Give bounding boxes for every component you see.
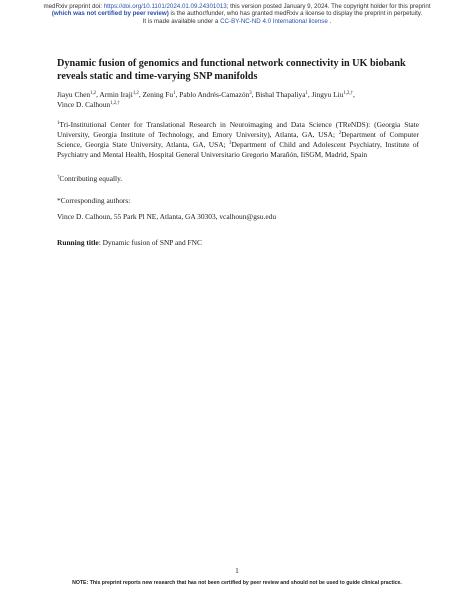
author-list bbox=[57, 90, 419, 110]
author: Jingyu Liu$^{1,2,\dagger}$, bbox=[311, 90, 355, 99]
affiliation-text: Tri-Institutional Center for Translational Research in Neuroimaging and Data Science (TReNDS): (Georgia State University, Georgia Institute of Technology, and Emory University), Atlanta, GA, USA; bbox=[57, 120, 419, 139]
banner-license-suffix: . bbox=[327, 17, 332, 25]
doi-link[interactable]: https://doi.org/10.1101/2024.01.09.24301013 bbox=[103, 3, 227, 10]
footer-note: NOTE: This preprint reports new research that has not been certified by peer review and should not be used to guide clinical practice. bbox=[72, 580, 402, 586]
running-title-text: : Dynamic fusion of SNP and FNC bbox=[98, 238, 202, 247]
corresponding-heading: *Corresponding authors: bbox=[57, 196, 131, 205]
banner-doi-prefix: medRxiv preprint doi: bbox=[43, 3, 104, 10]
banner-line-1 bbox=[0, 3, 474, 10]
author: Pablo Andrés-Camazón$^3$, bbox=[179, 90, 256, 99]
author: Vince D. Calhoun$^{1,2,\dagger}$ bbox=[57, 100, 120, 109]
peer-review-notice: (which was not certified by peer review) bbox=[51, 10, 169, 18]
banner-line-3 bbox=[0, 18, 474, 25]
license-link[interactable]: CC-BY-NC-ND 4.0 International license bbox=[220, 17, 328, 25]
paper-title: Dynamic fusion of genomics and functional network connectivity in UK biobank reveals static and time-varying SNP manifolds bbox=[57, 58, 406, 82]
affiliation-text: Department of Computer Science, Georgia State University, Atlanta, GA, USA; bbox=[57, 130, 420, 149]
running-title bbox=[57, 238, 419, 248]
affiliation-marker: 2 bbox=[338, 131, 342, 136]
affiliations bbox=[57, 120, 419, 160]
affiliation-text: Department of Child and Adolescent Psychiatry, Institute of Psychiatry and Mental Health, Hospital General Universitario Gregorio Marañón, IiSGM, Madrid, Spain bbox=[57, 140, 419, 159]
running-title-label: Running title bbox=[57, 238, 99, 247]
affiliation-marker: 1 bbox=[57, 121, 60, 126]
contribution-note: †Contributing equally. bbox=[57, 174, 123, 183]
affiliation-marker: 3 bbox=[229, 141, 232, 146]
banner-copyright-text: ; this version posted January 9, 2024. The copyright holder for this preprint bbox=[226, 3, 431, 10]
preprint-banner bbox=[0, 3, 474, 25]
banner-line-2 bbox=[0, 10, 474, 17]
author: Zening Fu$^1$, bbox=[142, 90, 180, 99]
banner-license-text: is the author/funder, who has granted medRxiv a license to display the preprint in perpetuity. bbox=[168, 10, 423, 18]
author: Armin Iraji$^{1,2}$, bbox=[99, 90, 143, 99]
page-number: 1 bbox=[235, 566, 239, 575]
banner-license-prefix: It is made available under a bbox=[142, 17, 221, 25]
author: Bishal Thapaliya$^1$, bbox=[255, 90, 312, 99]
corresponding-address: Vince D. Calhoun, 55 Park Pl NE, Atlanta, GA 30303, vcalhoun@gsu.edu bbox=[57, 212, 277, 221]
author: Jiayu Chen$^{1,2}$, bbox=[57, 90, 100, 99]
